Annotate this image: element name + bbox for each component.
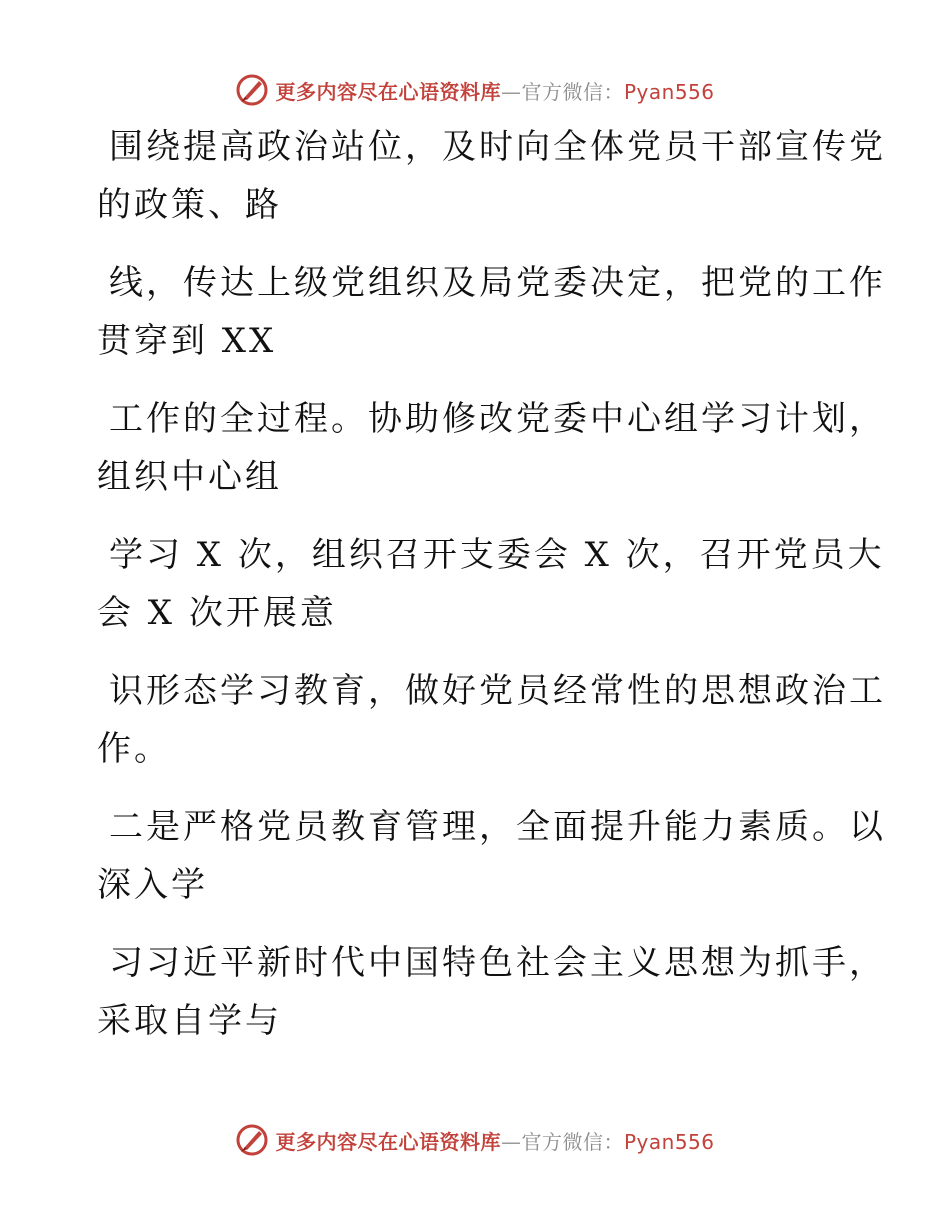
paragraph-line: 的政策、路 xyxy=(97,185,282,225)
header-banner xyxy=(0,70,950,110)
paragraph-line: 工作的全过程。协助修改党委中心组学习计划， xyxy=(109,399,886,439)
banner-official-label: 官方微信： xyxy=(521,79,624,104)
paragraph-line: 围绕提高政治站位，及时向全体党员干部宣传党 xyxy=(109,127,886,167)
paragraph xyxy=(97,934,886,1050)
banner-lead: 更多内容尽在心语资料库 xyxy=(275,79,501,104)
banner-separator: — xyxy=(500,1129,522,1154)
paragraph xyxy=(97,662,886,778)
paragraph-line: 作。 xyxy=(97,729,171,769)
quill-pen-logo-icon xyxy=(235,1123,269,1157)
banner-official-label: 官方微信： xyxy=(521,1129,624,1154)
paragraph-line: 二是严格党员教育管理，全面提升能力素质。以 xyxy=(109,807,886,847)
paragraph-line: 会 X 次开展意 xyxy=(97,593,337,633)
banner-text xyxy=(275,76,714,105)
paragraph xyxy=(97,390,886,506)
paragraph-line: 学习 X 次，组织召开支委会 X 次，召开党员大 xyxy=(109,535,885,575)
paragraph-line: 识形态学习教育，做好党员经常性的思想政治工 xyxy=(109,671,886,711)
document-body xyxy=(97,118,886,1070)
banner-lead: 更多内容尽在心语资料库 xyxy=(275,1129,501,1154)
paragraph-line: 深入学 xyxy=(97,865,208,905)
paragraph xyxy=(97,526,885,642)
paragraph-line: 习习近平新时代中国特色社会主义思想为抓手， xyxy=(109,943,886,983)
quill-pen-logo-icon xyxy=(235,73,269,107)
paragraph xyxy=(97,118,886,234)
paragraph-line: 线，传达上级党组织及局党委决定，把党的工作 xyxy=(109,263,886,303)
banner-separator: — xyxy=(500,79,522,104)
paragraph xyxy=(97,254,886,370)
paragraph-line: 组织中心组 xyxy=(97,457,282,497)
banner-wechat-handle: Pyan556 xyxy=(623,1129,715,1154)
banner-wechat-handle: Pyan556 xyxy=(623,79,715,104)
footer-banner xyxy=(0,1120,950,1160)
paragraph-line: 贯穿到 XX xyxy=(97,321,277,361)
paragraph xyxy=(97,798,886,914)
banner-text xyxy=(275,1126,714,1155)
paragraph-line: 采取自学与 xyxy=(97,1001,282,1041)
